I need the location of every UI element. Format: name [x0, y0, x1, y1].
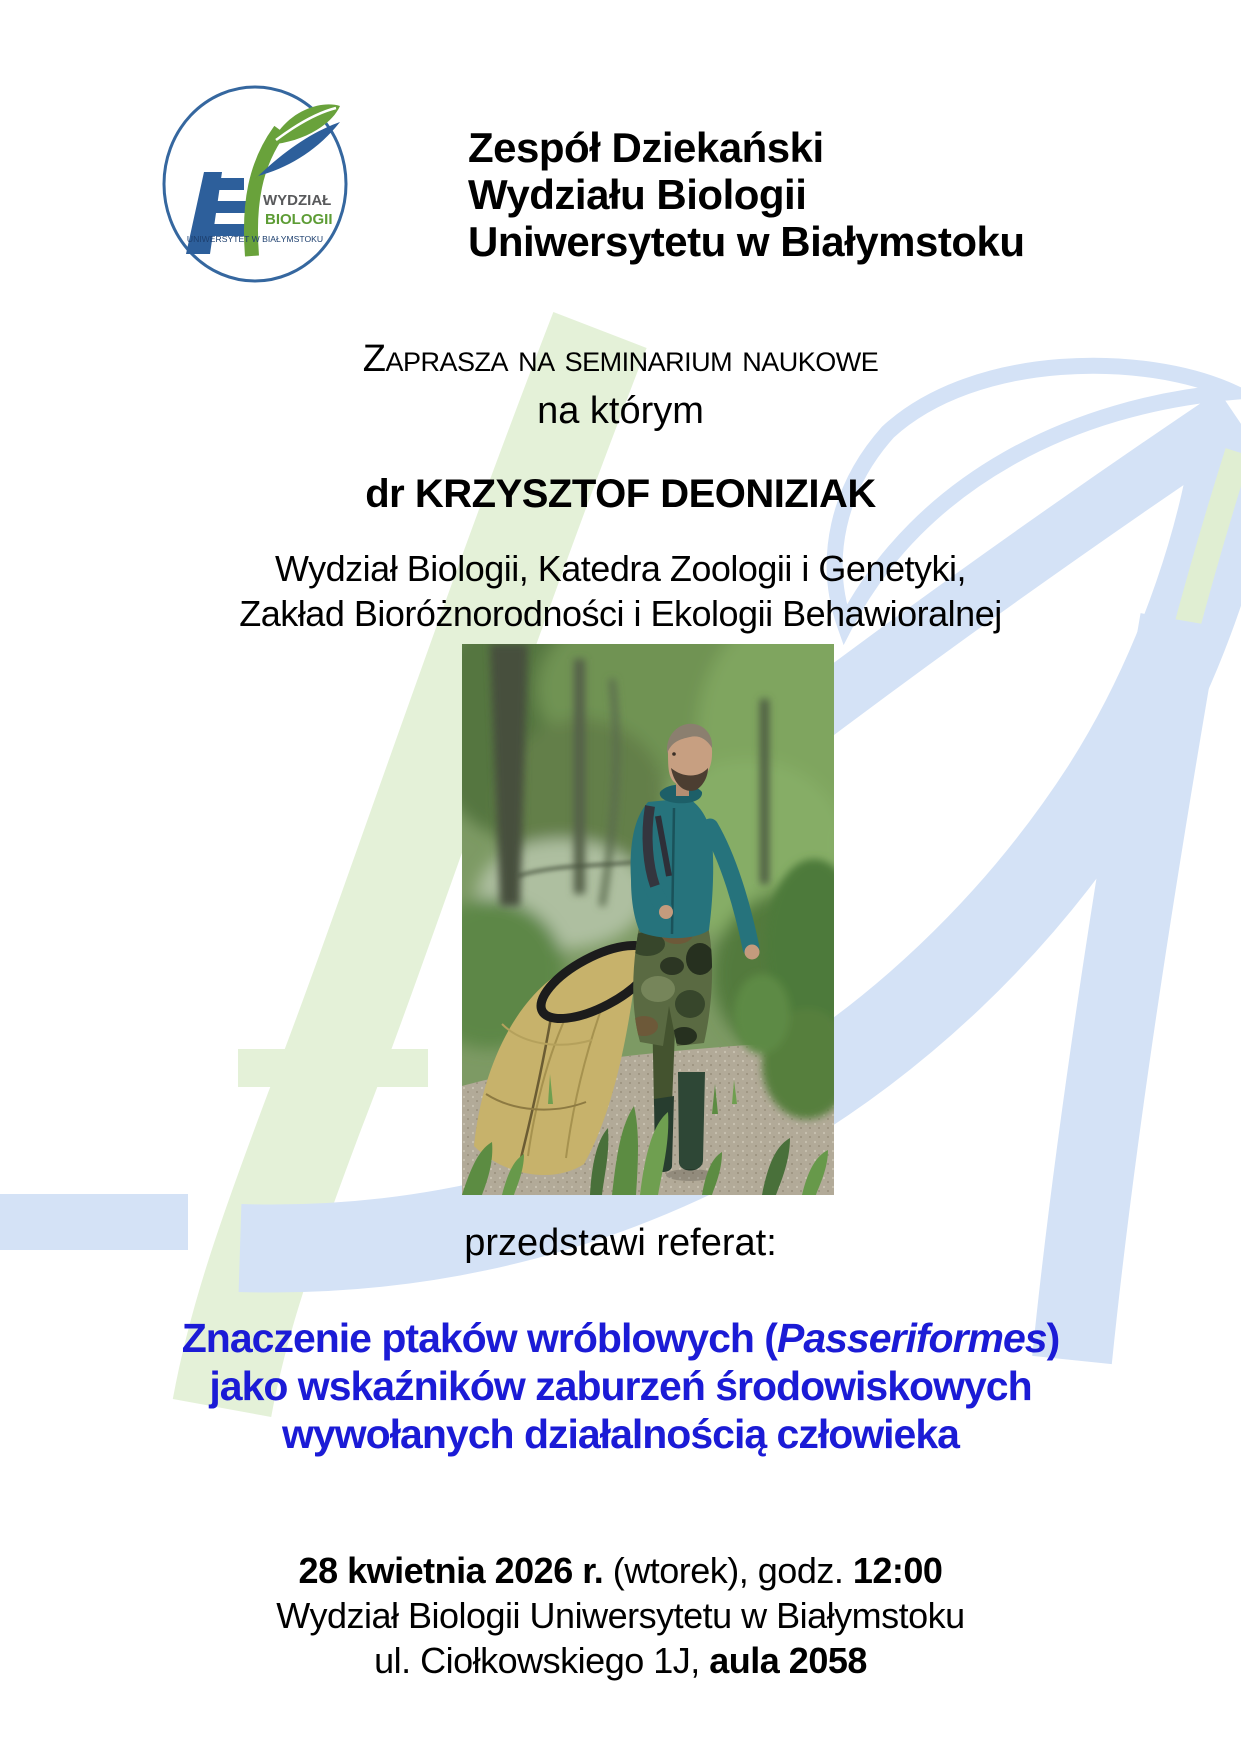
header-line-2: Wydziału Biologii: [468, 171, 807, 218]
header-line-3: Uniwersytetu w Białymstoku: [468, 218, 1025, 265]
address-line: ul. Ciołkowskiego 1J, aula 2058: [374, 1640, 867, 1681]
logo-text-university: UNIWERSYTET W BIAŁYMSTOKU: [186, 234, 324, 244]
logo-text-biologii: BIOLOGII: [265, 211, 333, 228]
speaker-name: dr KRZYSZTOF DEONIZIAK: [365, 472, 876, 516]
talk-lead: przedstawi referat:: [464, 1222, 777, 1264]
speaker-photo: [462, 644, 834, 1195]
talk-title-line-1: Znaczenie ptaków wróblowych (Passeriformes): [181, 1315, 1060, 1361]
affiliation-line-1: Wydział Biologii, Katedra Zoologii i Genetyki,: [274, 548, 966, 589]
speaker-photo-image: [462, 644, 834, 1195]
talk-title-italic: Passeriformes: [776, 1315, 1047, 1361]
invite-line-sub: na którym: [537, 390, 704, 432]
header-title: [468, 124, 1024, 265]
venue-line: Wydział Biologii Uniwersytetu w Białymstoku: [276, 1595, 965, 1636]
talk-title-line-3: wywołanych działalnością człowieka: [282, 1411, 959, 1457]
speaker-affiliation: [0, 546, 1241, 636]
header-line-1: Zespół Dziekański: [468, 124, 824, 171]
affiliation-line-2: Zakład Bioróżnorodności i Ekologii Behawioralnej: [239, 593, 1002, 634]
event-details: [0, 1548, 1241, 1683]
talk-title: [0, 1314, 1241, 1458]
logo-text-wydzial: WYDZIAŁ: [263, 192, 332, 209]
date-line: 28 kwietnia 2026 r. (wtorek), godz. 12:00: [298, 1550, 943, 1591]
faculty-logo: [160, 84, 350, 284]
invite-line-caps: Zaprasza na seminarium naukowe: [362, 338, 879, 380]
talk-title-line-2: jako wskaźników zaburzeń środowiskowych: [209, 1363, 1032, 1409]
